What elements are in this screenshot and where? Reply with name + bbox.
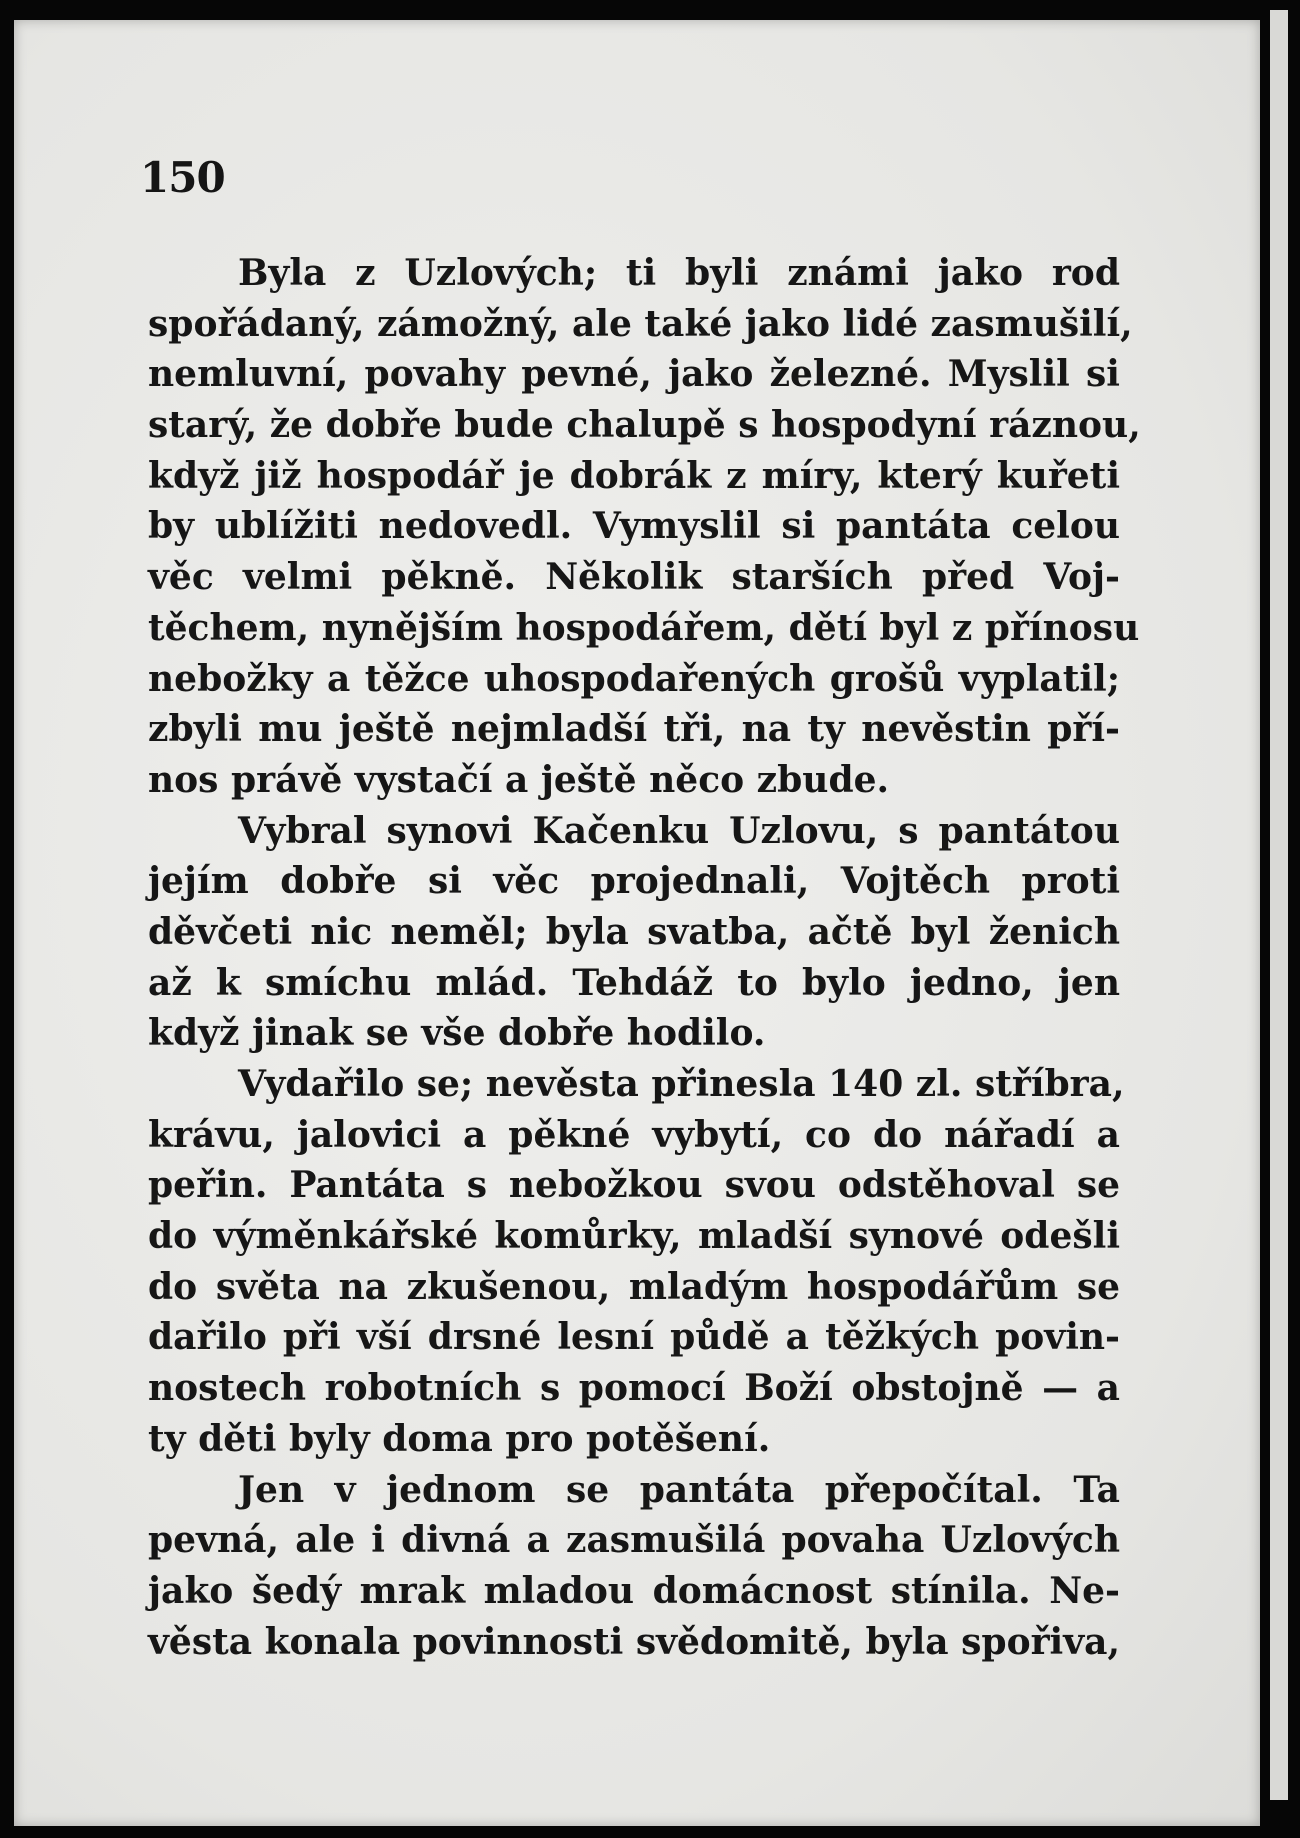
paragraph [148, 1059, 1125, 1465]
text-line: krávu, jalovici a pěkné vybytí, co do nářadí a [148, 1113, 1120, 1156]
paragraph [148, 1465, 1120, 1668]
text-line: věc velmi pěkně. Několik starších před Voj- [148, 556, 1120, 599]
text-line: jejím dobře si věc projednali, Vojtěch proti [148, 860, 1120, 903]
text-line: když jinak se vše dobře hodilo. [148, 1012, 766, 1055]
text-line: až k smíchu mlád. Tehdáž to bylo jedno, jen [148, 961, 1120, 1004]
text-line: peřin. Pantáta s nebožkou svou odstěhoval se [148, 1164, 1120, 1207]
body-text [148, 248, 1141, 1667]
text-line: Jen v jednom se pantáta přepočítal. Ta [238, 1468, 1120, 1511]
text-line: do světa na zkušenou, mladým hospodářům se [148, 1265, 1120, 1308]
text-line: děvčeti nic neměl; byla svatba, ačtě byl ženich [148, 910, 1120, 953]
paragraph [148, 806, 1120, 1059]
text-line: pevná, ale i divná a zasmušilá povaha Uzlových [148, 1519, 1120, 1562]
text-line: nebožky a těžce uhospodařených grošů vyplatil; [148, 657, 1120, 700]
text-line: Vydařilo se; nevěsta přinesla 140 zl. stříbra, [238, 1063, 1125, 1105]
text-line: nostech robotních s pomocí Boží obstojně — a [148, 1367, 1120, 1410]
page-number: 150 [140, 153, 225, 202]
text-line: by ublížiti nedovedl. Vymyslil si pantáta celou [148, 505, 1120, 548]
text-line: ty děti byly doma pro potěšení. [148, 1417, 771, 1460]
text-line: dařilo při vší drsné lesní půdě a těžkých povin- [148, 1316, 1120, 1359]
paragraph [148, 248, 1141, 806]
text-line: jako šedý mrak mladou domácnost stínila. Ne- [148, 1569, 1120, 1612]
text-line: Byla z Uzlových; ti byli známi jako rod [238, 252, 1120, 294]
text-line: spořádaný, zámožný, ale také jako lidé zasmušilí, [148, 302, 1133, 345]
text-line: nemluvní, povahy pevné, jako železné. Myslil si [148, 353, 1120, 396]
text-line: Vybral synovi Kačenku Uzlovu, s pantátou [238, 809, 1120, 852]
text-line: zbyli mu ještě nejmladší tři, na ty nevěstin pří- [148, 708, 1120, 751]
text-line: těchem, nynějším hospodářem, dětí byl z přínosu [148, 606, 1140, 649]
text-line: do výměnkářské komůrky, mladší synové odešli [148, 1215, 1120, 1258]
adjacent-page-edge [1270, 10, 1288, 1800]
text-line: věsta konala povinnosti svědomitě, byla spořiva, [148, 1620, 1120, 1663]
text-line: nos právě vystačí a ještě něco zbude. [148, 758, 890, 801]
text-line: když již hospodář je dobrák z míry, který kuřeti [148, 454, 1120, 497]
text-line: starý, že dobře bude chalupě s hospodyní ráznou, [148, 404, 1141, 447]
